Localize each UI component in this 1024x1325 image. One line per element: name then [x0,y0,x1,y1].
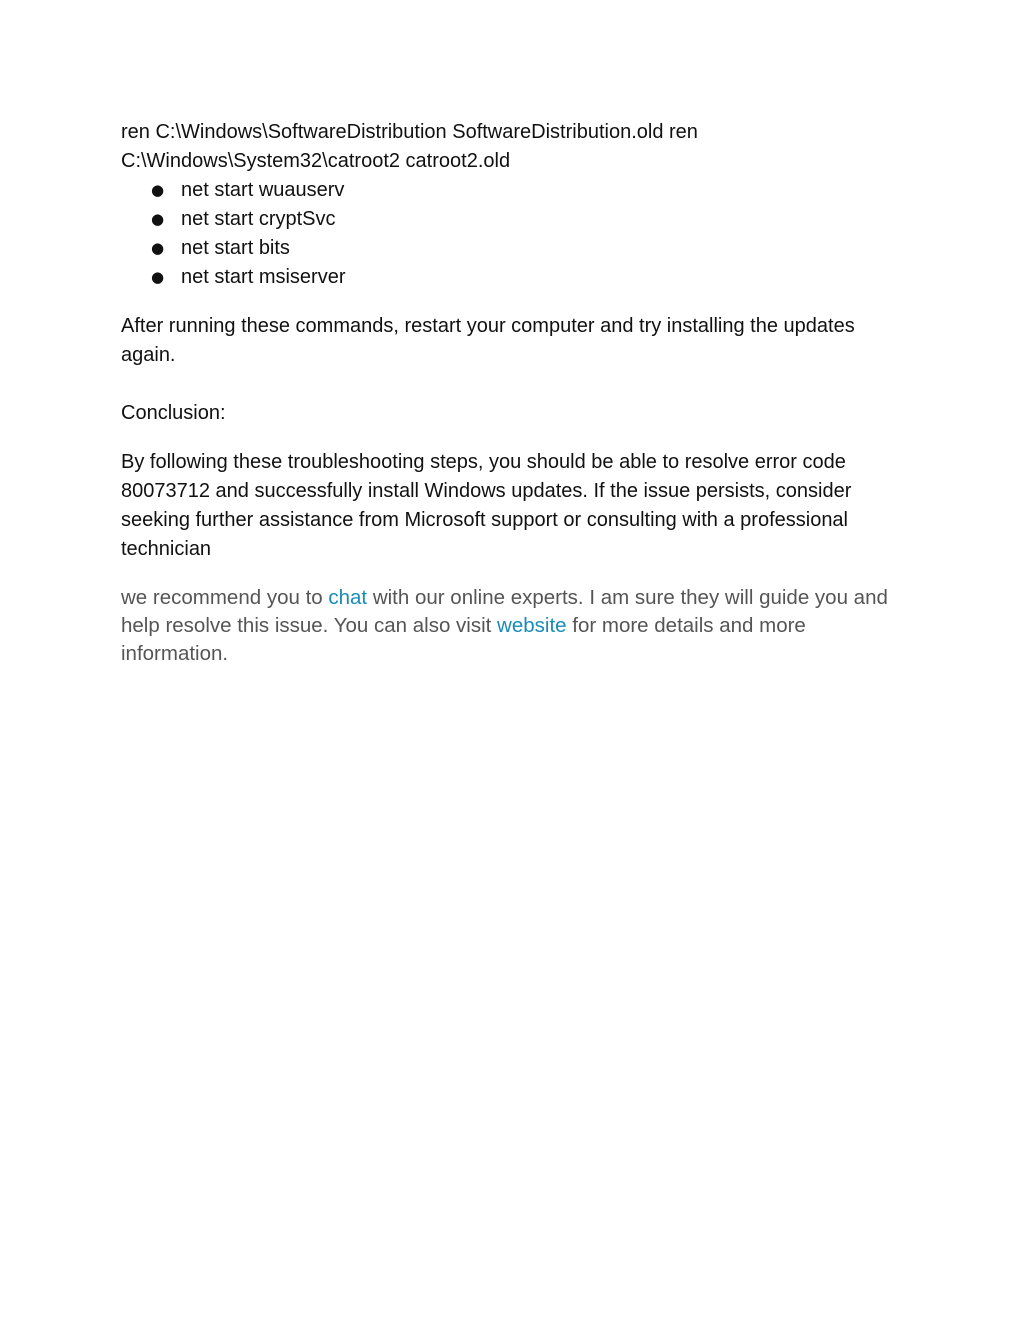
footer-text-part-3: for more details and more information. [121,614,806,665]
list-item [121,234,911,263]
website-link[interactable]: website [497,614,567,637]
bullet-icon: ● [151,210,165,228]
rename-commands-text [121,118,911,176]
conclusion-heading: Conclusion: [121,402,226,424]
bullet-icon: ● [151,268,165,286]
command-text: net start msiserver [181,266,346,288]
conclusion-paragraph: By following these troubleshooting steps, you should be able to resolve error code 80073712 and successfully install Windows updates. If the issue persists, consider seeking further assistance from Microsoft support or consulting with a professional technician [121,451,852,560]
bullet-icon: ● [151,239,165,257]
footer-text-part-2: with our online experts. I am sure they will guide you and help resolve this issue. You can also visit [121,586,888,637]
after-commands-paragraph: After running these commands, restart your computer and try installing the updates again. [121,315,855,366]
command-text: net start wuauserv [181,179,345,201]
rename-command-line-2: C:\Windows\System32\catroot2 catroot2.old [121,150,511,172]
footer-text-part-1: we recommend you to [121,586,329,609]
command-text: net start cryptSvc [181,208,336,230]
list-item [121,263,911,292]
list-item [121,176,911,205]
command-text: net start bits [181,237,290,259]
chat-link[interactable]: chat [328,586,368,609]
list-item [121,205,911,234]
bullet-icon: ● [151,181,165,199]
document-content [121,118,911,668]
rename-command-line-1: ren C:\Windows\SoftwareDistribution SoftwareDistribution.old ren [121,121,698,143]
net-start-command-list [121,176,911,292]
footer-recommendation [121,584,911,668]
